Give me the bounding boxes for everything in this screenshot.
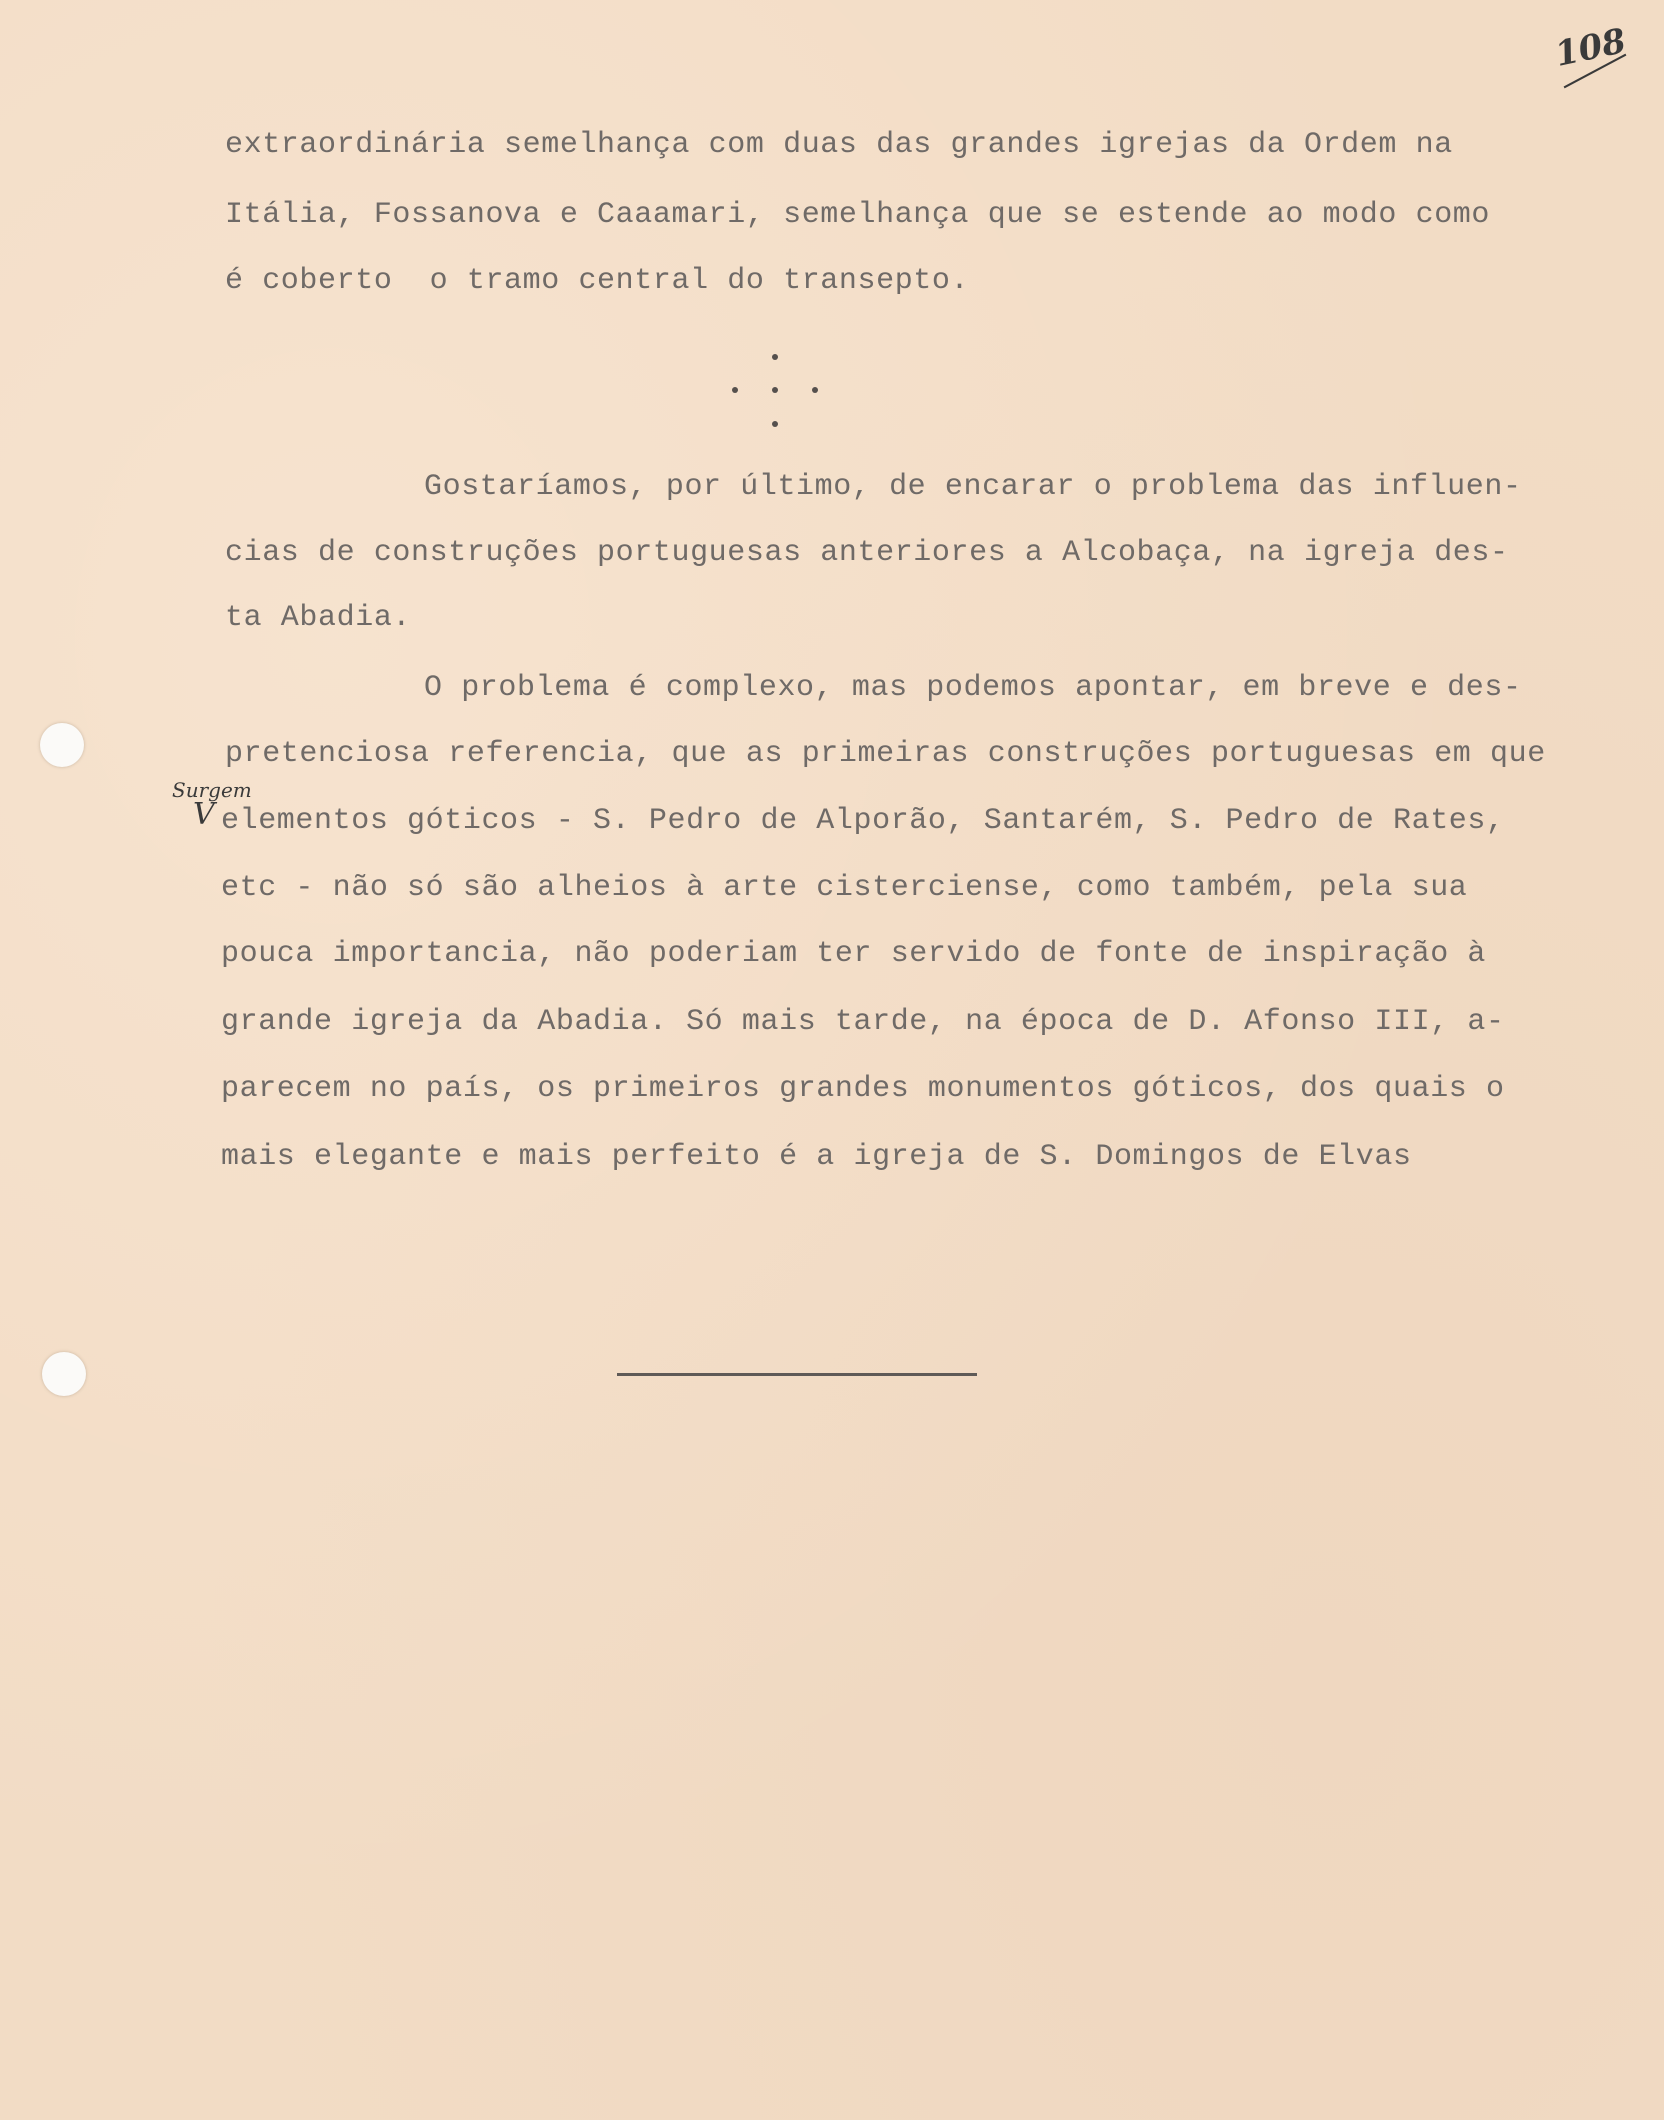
insertion-caret: V [193,797,215,832]
text-line: elementos góticos - S. Pedro de Alporão, Santarém, S. Pedro de Rates, [221,804,1505,838]
text-line: cias de construções portuguesas anteriores a Alcobaça, na igreja des- [225,536,1509,570]
text-line: parecem no país, os primeiros grandes monumentos góticos, dos quais o [221,1072,1505,1106]
text-line: Gostaríamos, por último, de encarar o problema das influen- [424,470,1522,504]
page-number: 108 [1551,21,1630,75]
text-line: extraordinária semelhança com duas das grandes igrejas da Ordem na [225,128,1453,162]
text-line: Itália, Fossanova e Caaamari, semelhança que se estende ao modo como [225,198,1490,232]
text-line: O problema é complexo, mas podemos apontar, em breve e des- [424,671,1522,705]
text-line: pouca importancia, não poderiam ter servido de fonte de inspiração à [221,937,1486,971]
text-line: é coberto o tramo central do transepto. [225,264,970,298]
punch-hole [42,1352,86,1396]
text-line: grande igreja da Abadia. Só mais tarde, na época de D. Afonso III, a- [221,1005,1505,1039]
punch-hole [40,723,84,767]
text-line: etc - não só são alheios à arte cisterciense, como também, pela sua [221,871,1468,905]
handwritten-insertion: Surgem [172,778,252,802]
end-rule [617,1373,977,1376]
text-line: mais elegante e mais perfeito é a igreja de S. Domingos de Elvas [221,1140,1412,1174]
text-line: ta Abadia. [225,601,412,635]
text-line: pretenciosa referencia, que as primeiras construções portuguesas em que [225,737,1546,771]
